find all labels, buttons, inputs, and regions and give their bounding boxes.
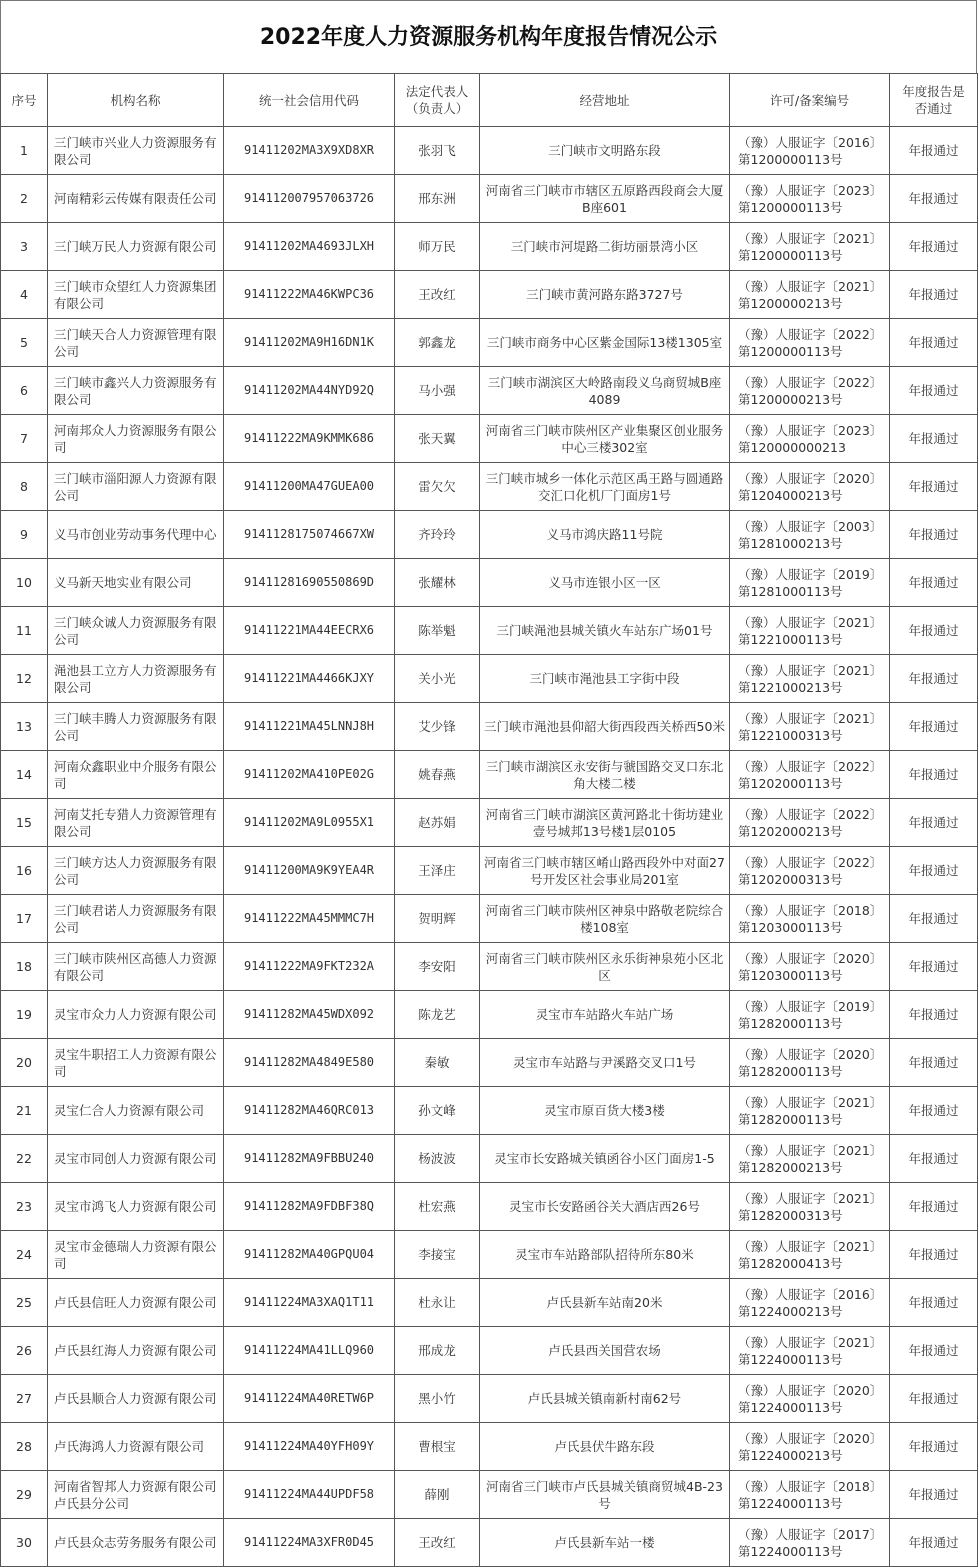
table-row	[1, 655, 978, 703]
cell-report: 年报通过	[890, 751, 978, 799]
table-row	[1, 847, 978, 895]
cell-name: 三门峡市鑫兴人力资源服务有限公司	[48, 367, 224, 415]
header-name: 机构名称	[48, 74, 224, 127]
table-row	[1, 559, 978, 607]
cell-code: 91411282MA4849E580	[224, 1039, 395, 1087]
header-report-line1: 年度报告是	[902, 84, 965, 99]
page-title: 2022年度人力资源服务机构年度报告情况公示	[0, 0, 977, 73]
cell-name: 义马市创业劳动事务代理中心	[48, 511, 224, 559]
cell-representative: 李安阳	[395, 943, 480, 991]
cell-license: （豫）人服证字〔2019〕第1282000113号	[730, 991, 890, 1039]
cell-representative: 秦敏	[395, 1039, 480, 1087]
cell-seq: 16	[1, 847, 48, 895]
cell-representative: 关小光	[395, 655, 480, 703]
cell-name: 三门峡君诺人力资源服务有限公司	[48, 895, 224, 943]
cell-report: 年报通过	[890, 271, 978, 319]
table-row	[1, 1039, 978, 1087]
cell-seq: 19	[1, 991, 48, 1039]
cell-name: 三门峡天合人力资源管理有限公司	[48, 319, 224, 367]
cell-name: 卢氏县红海人力资源有限公司	[48, 1327, 224, 1375]
cell-seq: 9	[1, 511, 48, 559]
cell-license: （豫）人服证字〔2018〕第1224000113号	[730, 1471, 890, 1519]
cell-address: 灵宝市车站路部队招待所东80米	[480, 1231, 730, 1279]
cell-code: 91411221MA44EECRX6	[224, 607, 395, 655]
cell-report: 年报通过	[890, 1183, 978, 1231]
cell-address: 三门峡市文明路东段	[480, 127, 730, 175]
cell-seq: 28	[1, 1423, 48, 1471]
cell-address: 河南省三门峡市市辖区五原路西段商会大厦B座601	[480, 175, 730, 223]
table-row	[1, 415, 978, 463]
cell-representative: 郭鑫龙	[395, 319, 480, 367]
cell-code: 91411222MA9FKT232A	[224, 943, 395, 991]
cell-address: 三门峡市城乡一体化示范区禹王路与圆通路交汇口化机厂门面房1号	[480, 463, 730, 511]
table-row	[1, 1135, 978, 1183]
cell-code: 91411202MA410PE02G	[224, 751, 395, 799]
cell-code: 91411224MA40YFH09Y	[224, 1423, 395, 1471]
cell-code: 91411224MA41LLQ960	[224, 1327, 395, 1375]
cell-address: 三门峡市湖滨区永安街与虢国路交叉口东北角大楼二楼	[480, 751, 730, 799]
cell-seq: 13	[1, 703, 48, 751]
cell-code: 91411224MA3XAQ1T11	[224, 1279, 395, 1327]
header-address: 经营地址	[480, 74, 730, 127]
table-row	[1, 271, 978, 319]
cell-license: （豫）人服证字〔2021〕第1282000113号	[730, 1087, 890, 1135]
cell-name: 灵宝牛职招工人力资源有限公司	[48, 1039, 224, 1087]
table-row	[1, 367, 978, 415]
cell-seq: 1	[1, 127, 48, 175]
cell-report: 年报通过	[890, 703, 978, 751]
table-row	[1, 1327, 978, 1375]
header-report-line2: 否通过	[914, 101, 953, 116]
cell-seq: 27	[1, 1375, 48, 1423]
cell-seq: 24	[1, 1231, 48, 1279]
table-row	[1, 1471, 978, 1519]
cell-license: （豫）人服证字〔2016〕第1224000213号	[730, 1279, 890, 1327]
cell-name: 灵宝市众力人力资源有限公司	[48, 991, 224, 1039]
cell-representative: 赵苏娟	[395, 799, 480, 847]
cell-license: （豫）人服证字〔2021〕第1200000113号	[730, 223, 890, 271]
cell-seq: 29	[1, 1471, 48, 1519]
cell-address: 三门峡市渑池县工字街中段	[480, 655, 730, 703]
cell-seq: 6	[1, 367, 48, 415]
cell-representative: 邢东洲	[395, 175, 480, 223]
cell-seq: 4	[1, 271, 48, 319]
cell-representative: 齐玲玲	[395, 511, 480, 559]
cell-name: 灵宝市金德瑞人力资源有限公司	[48, 1231, 224, 1279]
table-row	[1, 991, 978, 1039]
cell-report: 年报通过	[890, 223, 978, 271]
cell-representative: 王改红	[395, 1519, 480, 1567]
cell-license: （豫）人服证字〔2020〕第1282000113号	[730, 1039, 890, 1087]
cell-code: 91411202MA4693JLXH	[224, 223, 395, 271]
cell-seq: 10	[1, 559, 48, 607]
cell-name: 灵宝市鸿飞人力资源有限公司	[48, 1183, 224, 1231]
cell-address: 卢氏县西关国营农场	[480, 1327, 730, 1375]
cell-license: （豫）人服证字〔2022〕第1202000213号	[730, 799, 890, 847]
cell-code: 9141128175074667XW	[224, 511, 395, 559]
cell-representative: 张耀林	[395, 559, 480, 607]
cell-address: 灵宝市长安路城关镇函谷小区门面房1-5	[480, 1135, 730, 1183]
cell-representative: 曹根宝	[395, 1423, 480, 1471]
cell-report: 年报通过	[890, 559, 978, 607]
cell-address: 卢氏县新车站南20米	[480, 1279, 730, 1327]
cell-code: 91411282MA46QRC013	[224, 1087, 395, 1135]
cell-address: 三门峡市湖滨区大岭路南段义乌商贸城B座4089	[480, 367, 730, 415]
cell-seq: 21	[1, 1087, 48, 1135]
cell-license: （豫）人服证字〔2021〕第1224000113号	[730, 1327, 890, 1375]
cell-address: 义马市鸿庆路11号院	[480, 511, 730, 559]
cell-report: 年报通过	[890, 175, 978, 223]
cell-seq: 18	[1, 943, 48, 991]
cell-address: 灵宝市车站路与尹溪路交叉口1号	[480, 1039, 730, 1087]
cell-report: 年报通过	[890, 799, 978, 847]
cell-code: 91411282MA9FDBF38Q	[224, 1183, 395, 1231]
table-row	[1, 1183, 978, 1231]
cell-license: （豫）人服证字〔2022〕第1200000213号	[730, 367, 890, 415]
cell-name: 卢氏海鸿人力资源有限公司	[48, 1423, 224, 1471]
cell-name: 三门峡众诚人力资源服务有限公司	[48, 607, 224, 655]
header-rep-line1: 法定代表人	[405, 84, 469, 99]
cell-code: 91411224MA40RETW6P	[224, 1375, 395, 1423]
cell-report: 年报通过	[890, 1519, 978, 1567]
table-row	[1, 1279, 978, 1327]
cell-representative: 张天翼	[395, 415, 480, 463]
cell-seq: 15	[1, 799, 48, 847]
cell-license: （豫）人服证字〔2023〕第120000000213	[730, 415, 890, 463]
cell-seq: 20	[1, 1039, 48, 1087]
cell-address: 河南省三门峡市陕州区神泉中路敬老院综合楼108室	[480, 895, 730, 943]
cell-license: （豫）人服证字〔2022〕第1200000113号	[730, 319, 890, 367]
table-row	[1, 943, 978, 991]
header-rep-line2: （负责人）	[405, 101, 469, 116]
cell-name: 渑池县工立方人力资源服务有限公司	[48, 655, 224, 703]
cell-report: 年报通过	[890, 1375, 978, 1423]
cell-representative: 孙文峰	[395, 1087, 480, 1135]
table-row	[1, 607, 978, 655]
cell-name: 河南省智邦人力资源有限公司卢氏县分公司	[48, 1471, 224, 1519]
cell-code: 91411202MA3X9XD8XR	[224, 127, 395, 175]
cell-seq: 12	[1, 655, 48, 703]
cell-report: 年报通过	[890, 1087, 978, 1135]
cell-license: （豫）人服证字〔2021〕第1221000113号	[730, 607, 890, 655]
cell-seq: 2	[1, 175, 48, 223]
cell-license: （豫）人服证字〔2023〕第1200000113号	[730, 175, 890, 223]
cell-license: （豫）人服证字〔2021〕第1200000213号	[730, 271, 890, 319]
cell-report: 年报通过	[890, 847, 978, 895]
header-row	[1, 74, 978, 127]
cell-name: 三门峡方达人力资源服务有限公司	[48, 847, 224, 895]
cell-code: 91411200MA47GUEA00	[224, 463, 395, 511]
cell-name: 义马新天地实业有限公司	[48, 559, 224, 607]
cell-license: （豫）人服证字〔2021〕第1221000313号	[730, 703, 890, 751]
cell-report: 年报通过	[890, 511, 978, 559]
cell-report: 年报通过	[890, 415, 978, 463]
cell-report: 年报通过	[890, 1471, 978, 1519]
cell-report: 年报通过	[890, 943, 978, 991]
cell-license: （豫）人服证字〔2020〕第1224000213号	[730, 1423, 890, 1471]
cell-name: 三门峡市淄阳源人力资源有限公司	[48, 463, 224, 511]
cell-code: 91411222MA46KWPC36	[224, 271, 395, 319]
cell-license: （豫）人服证字〔2022〕第1202000313号	[730, 847, 890, 895]
cell-representative: 王泽庄	[395, 847, 480, 895]
cell-address: 灵宝市长安路函谷关大酒店西26号	[480, 1183, 730, 1231]
cell-representative: 杜宏燕	[395, 1183, 480, 1231]
cell-name: 卢氏县顺合人力资源有限公司	[48, 1375, 224, 1423]
table-row	[1, 127, 978, 175]
cell-address: 三门峡市商务中心区紫金国际13楼1305室	[480, 319, 730, 367]
cell-name: 卢氏县众志劳务服务有限公司	[48, 1519, 224, 1567]
cell-address: 卢氏县城关镇南新村南62号	[480, 1375, 730, 1423]
cell-seq: 26	[1, 1327, 48, 1375]
table-row	[1, 751, 978, 799]
cell-seq: 5	[1, 319, 48, 367]
cell-address: 三门峡市黄河路东路3727号	[480, 271, 730, 319]
cell-report: 年报通过	[890, 895, 978, 943]
table-body	[1, 127, 978, 1567]
cell-representative: 李接宝	[395, 1231, 480, 1279]
table-row	[1, 1375, 978, 1423]
cell-license: （豫）人服证字〔2020〕第1204000213号	[730, 463, 890, 511]
cell-report: 年报通过	[890, 1423, 978, 1471]
cell-address: 河南省三门峡市陕州区产业集聚区创业服务中心三楼302室	[480, 415, 730, 463]
cell-address: 三门峡市渑池县仰韶大街西段西关桥西50米	[480, 703, 730, 751]
cell-representative: 马小强	[395, 367, 480, 415]
table-row	[1, 703, 978, 751]
cell-license: （豫）人服证字〔2018〕第1203000113号	[730, 895, 890, 943]
header-license: 许可/备案编号	[730, 74, 890, 127]
cell-representative: 陈举魁	[395, 607, 480, 655]
cell-code: 91411200MA9K9YEA4R	[224, 847, 395, 895]
cell-representative: 薛刚	[395, 1471, 480, 1519]
header-seq: 序号	[1, 74, 48, 127]
cell-license: （豫）人服证字〔2022〕第1202000113号	[730, 751, 890, 799]
report-table	[0, 73, 978, 1567]
cell-representative: 陈龙艺	[395, 991, 480, 1039]
cell-representative: 师万民	[395, 223, 480, 271]
cell-license: （豫）人服证字〔2020〕第1203000113号	[730, 943, 890, 991]
cell-seq: 14	[1, 751, 48, 799]
cell-address: 三门峡渑池县城关镇火车站东广场01号	[480, 607, 730, 655]
table-row	[1, 799, 978, 847]
cell-code: 91411202MA9H16DN1K	[224, 319, 395, 367]
cell-report: 年报通过	[890, 1039, 978, 1087]
cell-seq: 8	[1, 463, 48, 511]
cell-license: （豫）人服证字〔2019〕第1281000113号	[730, 559, 890, 607]
cell-license: （豫）人服证字〔2021〕第1282000213号	[730, 1135, 890, 1183]
table-row	[1, 175, 978, 223]
cell-name: 三门峡万民人力资源有限公司	[48, 223, 224, 271]
cell-address: 河南省三门峡市辖区崤山路西段外中对面27号开发区社会事业局201室	[480, 847, 730, 895]
cell-representative: 杜永让	[395, 1279, 480, 1327]
table-row	[1, 1519, 978, 1567]
cell-code: 91411222MA9KMMK686	[224, 415, 395, 463]
cell-code: 91411281690550869D	[224, 559, 395, 607]
cell-address: 河南省三门峡市陕州区永乐街神泉苑小区北区	[480, 943, 730, 991]
cell-license: （豫）人服证字〔2021〕第1221000213号	[730, 655, 890, 703]
cell-representative: 贺明辉	[395, 895, 480, 943]
cell-address: 灵宝市原百货大楼3楼	[480, 1087, 730, 1135]
header-code: 统一社会信用代码	[224, 74, 395, 127]
cell-representative: 邢成龙	[395, 1327, 480, 1375]
cell-report: 年报通过	[890, 1231, 978, 1279]
table-row	[1, 463, 978, 511]
cell-name: 三门峡市众望红人力资源集团有限公司	[48, 271, 224, 319]
cell-report: 年报通过	[890, 367, 978, 415]
cell-report: 年报通过	[890, 655, 978, 703]
cell-address: 卢氏县新车站一楼	[480, 1519, 730, 1567]
cell-name: 河南众鑫职业中介服务有限公司	[48, 751, 224, 799]
cell-address: 卢氏县伏牛路东段	[480, 1423, 730, 1471]
cell-name: 河南精彩云传媒有限责任公司	[48, 175, 224, 223]
table-row	[1, 1087, 978, 1135]
cell-code: 91411282MA9FBBU240	[224, 1135, 395, 1183]
cell-seq: 25	[1, 1279, 48, 1327]
cell-seq: 30	[1, 1519, 48, 1567]
cell-representative: 姚春燕	[395, 751, 480, 799]
cell-seq: 22	[1, 1135, 48, 1183]
cell-representative: 王改红	[395, 271, 480, 319]
cell-code: 914112007957063726	[224, 175, 395, 223]
cell-license: （豫）人服证字〔2016〕第1200000113号	[730, 127, 890, 175]
cell-license: （豫）人服证字〔2021〕第1282000413号	[730, 1231, 890, 1279]
cell-report: 年报通过	[890, 319, 978, 367]
cell-code: 91411222MA45MMMC7H	[224, 895, 395, 943]
cell-address: 河南省三门峡市卢氏县城关镇商贸城4B-23号	[480, 1471, 730, 1519]
cell-name: 河南艾托专猎人力资源管理有限公司	[48, 799, 224, 847]
cell-seq: 7	[1, 415, 48, 463]
cell-representative: 雷欠欠	[395, 463, 480, 511]
cell-license: （豫）人服证字〔2021〕第1282000313号	[730, 1183, 890, 1231]
cell-representative: 张羽飞	[395, 127, 480, 175]
cell-code: 91411221MA45LNNJ8H	[224, 703, 395, 751]
cell-name: 河南邦众人力资源服务有限公司	[48, 415, 224, 463]
cell-seq: 17	[1, 895, 48, 943]
cell-code: 91411282MA40GPQU04	[224, 1231, 395, 1279]
table-row	[1, 1423, 978, 1471]
cell-report: 年报通过	[890, 607, 978, 655]
cell-name: 三门峡市兴业人力资源服务有限公司	[48, 127, 224, 175]
header-representative	[395, 74, 480, 127]
cell-seq: 23	[1, 1183, 48, 1231]
table-row	[1, 511, 978, 559]
cell-code: 91411202MA9L0955X1	[224, 799, 395, 847]
cell-representative: 黑小竹	[395, 1375, 480, 1423]
cell-code: 91411224MA3XFR0D45	[224, 1519, 395, 1567]
table-row	[1, 223, 978, 271]
cell-representative: 艾少锋	[395, 703, 480, 751]
cell-code: 91411221MA4466KJXY	[224, 655, 395, 703]
cell-report: 年报通过	[890, 1327, 978, 1375]
cell-name: 灵宝市同创人力资源有限公司	[48, 1135, 224, 1183]
cell-report: 年报通过	[890, 127, 978, 175]
cell-representative: 杨波波	[395, 1135, 480, 1183]
table-row	[1, 319, 978, 367]
cell-seq: 3	[1, 223, 48, 271]
cell-address: 灵宝市车站路火车站广场	[480, 991, 730, 1039]
cell-license: （豫）人服证字〔2017〕第1224000113号	[730, 1519, 890, 1567]
table-row	[1, 1231, 978, 1279]
header-report	[890, 74, 978, 127]
cell-report: 年报通过	[890, 463, 978, 511]
cell-name: 卢氏县信旺人力资源有限公司	[48, 1279, 224, 1327]
cell-address: 义马市连银小区一区	[480, 559, 730, 607]
cell-license: （豫）人服证字〔2003〕第1281000213号	[730, 511, 890, 559]
cell-name: 三门峡丰腾人力资源服务有限公司	[48, 703, 224, 751]
cell-name: 灵宝仁合人力资源有限公司	[48, 1087, 224, 1135]
cell-address: 河南省三门峡市湖滨区黄河路北十街坊建业壹号城邦13号楼1层0105	[480, 799, 730, 847]
table-row	[1, 895, 978, 943]
cell-code: 91411202MA44NYD92Q	[224, 367, 395, 415]
cell-report: 年报通过	[890, 1135, 978, 1183]
cell-license: （豫）人服证字〔2020〕第1224000113号	[730, 1375, 890, 1423]
cell-code: 91411224MA44UPDF58	[224, 1471, 395, 1519]
cell-address: 三门峡市河堤路二街坊丽景湾小区	[480, 223, 730, 271]
cell-report: 年报通过	[890, 1279, 978, 1327]
cell-name: 三门峡市陕州区高德人力资源有限公司	[48, 943, 224, 991]
cell-code: 91411282MA45WDX092	[224, 991, 395, 1039]
cell-seq: 11	[1, 607, 48, 655]
cell-report: 年报通过	[890, 991, 978, 1039]
